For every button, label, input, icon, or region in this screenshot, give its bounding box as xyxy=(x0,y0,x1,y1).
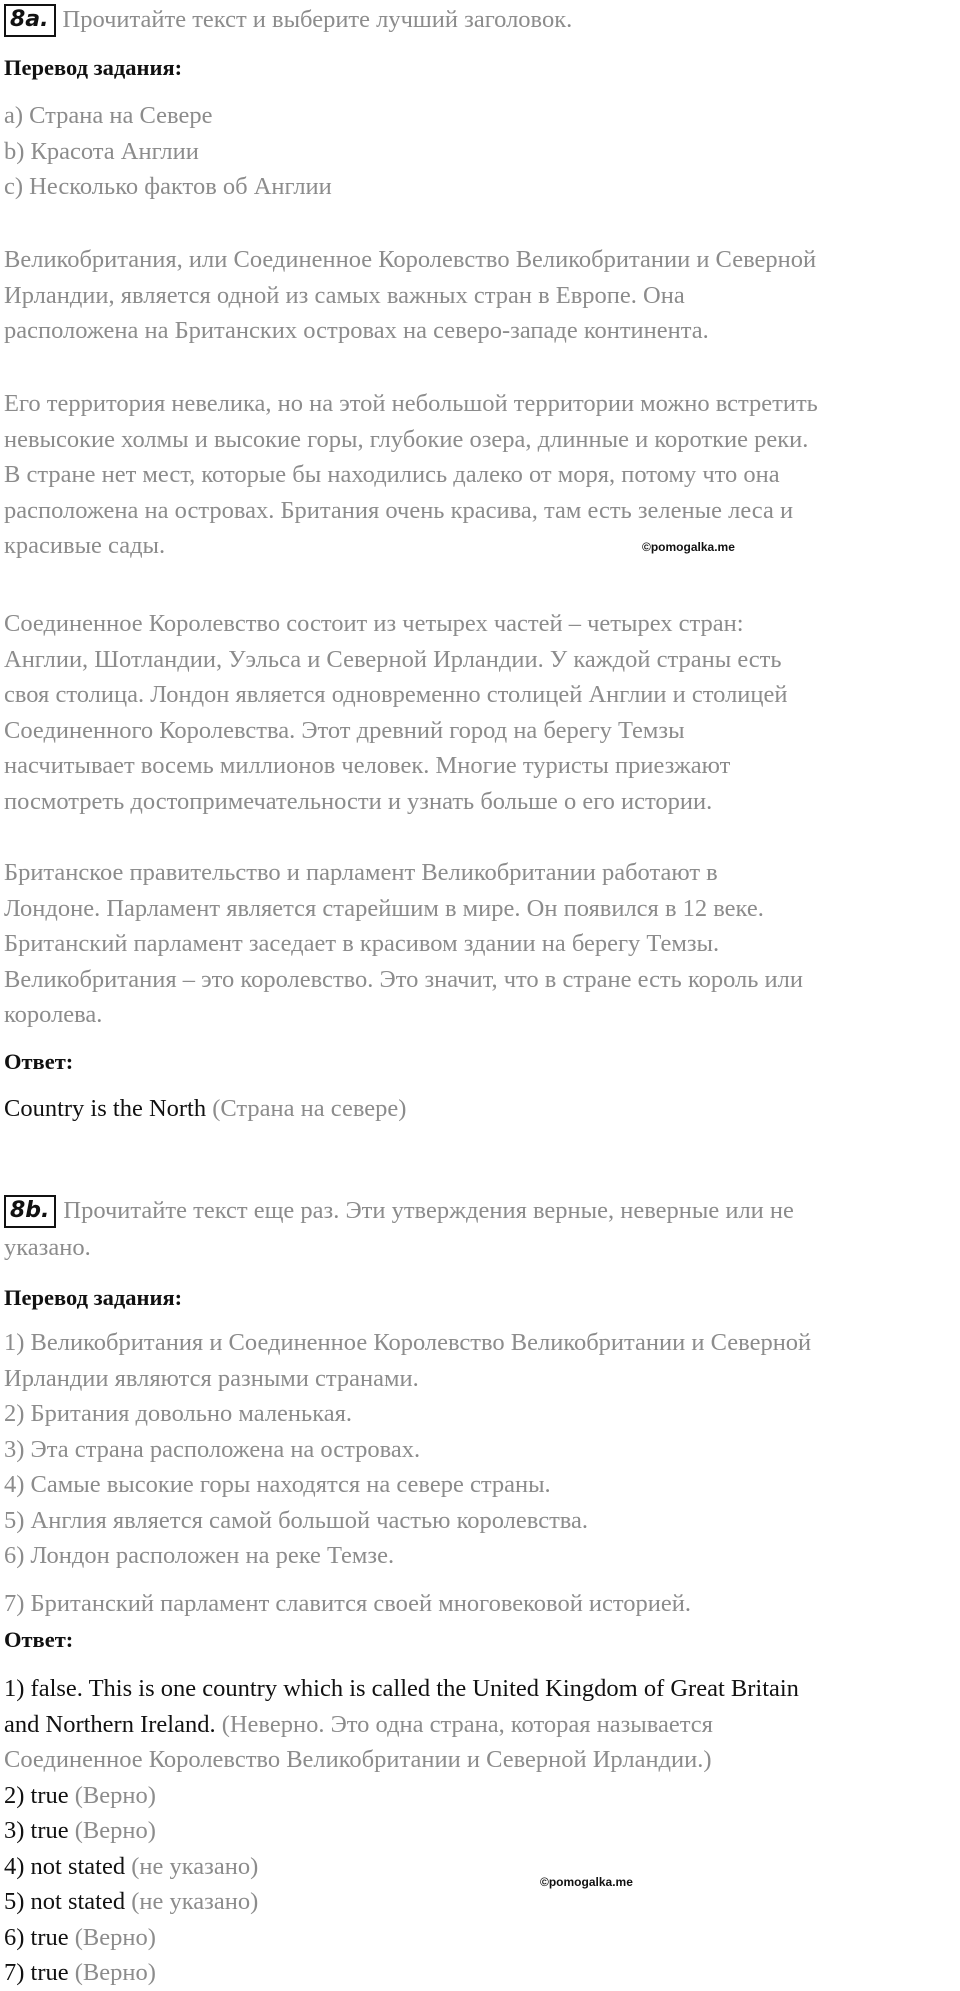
answer-item xyxy=(4,1813,799,1849)
statements-list xyxy=(4,1325,811,1574)
text-line: Британское правительство и парламент Великобритании работают в xyxy=(4,859,718,886)
exercise-instruction: Прочитайте текст и выберите лучший заголовок. xyxy=(62,6,573,33)
text-line: Соединенное Королевство состоит из четырех частей – четырех стран: xyxy=(4,610,744,637)
statement-item: 2) Британия довольно маленькая. xyxy=(4,1400,353,1427)
answer-en: 2) true xyxy=(4,1781,69,1809)
exercise-badge-8a: 8a. xyxy=(4,4,56,37)
text-line: Британский парламент заседает в красивом здании на берегу Темзы. xyxy=(4,930,720,957)
text-line: расположена на островах. Британия очень красива, там есть зеленые леса и xyxy=(4,496,794,524)
text-line: Великобритания, или Соединенное Королевство Великобритании и Северной xyxy=(4,246,817,273)
answer-ru: (Верно) xyxy=(74,1923,156,1951)
exercise-instruction-cont: указано. xyxy=(4,1234,91,1261)
text-line: В стране нет мест, которые бы находились далеко от моря, потому что она xyxy=(4,461,780,488)
answer-item xyxy=(4,1707,799,1743)
answer-ru: (не указано) xyxy=(131,1852,259,1880)
answer-ru: (Верно) xyxy=(74,1817,156,1844)
text-line: королева. xyxy=(4,1001,103,1028)
answer-text: Country is the North xyxy=(4,1095,207,1122)
option-item: a) Страна на Севере xyxy=(4,102,213,129)
statement-item: 7) Британский парламент славится своей многовековой историей. xyxy=(4,1590,692,1617)
text-line: Его территория невелика, но на этой небольшой территории можно встретить xyxy=(4,390,818,417)
paragraph-2 xyxy=(4,386,818,564)
text-line: насчитывает восемь миллионов человек. Многие туристы приезжают xyxy=(4,752,731,779)
text-line: Ирландии, является одной из самых важных стран в Европе. Она xyxy=(4,281,685,309)
answer-en: 4) not stated xyxy=(4,1852,126,1880)
answer-translation: (Страна на севере) xyxy=(212,1095,407,1122)
exercise-8b-heading xyxy=(4,1193,794,1229)
option-item: c) Несколько фактов об Англии xyxy=(4,173,332,200)
text-line: посмотреть достопримечательности и узнать больше о его истории. xyxy=(4,787,713,815)
answer-ru: (Верно) xyxy=(74,1781,156,1809)
answer-item xyxy=(4,1920,799,1956)
text-line: Великобритания – это королевство. Это значит, что в стране есть король или xyxy=(4,965,804,993)
answer-ru: (Неверно. Это одна страна, которая называется xyxy=(221,1710,713,1738)
paragraph-1 xyxy=(4,242,816,349)
option-item: b) Красота Англии xyxy=(4,137,199,165)
translation-label: Перевод задания: xyxy=(4,55,183,80)
text-line: своя столица. Лондон является одновременно столицей Англии и столицей xyxy=(4,681,788,708)
answer-en: 6) true xyxy=(4,1923,69,1951)
answer-en: 3) true xyxy=(4,1817,69,1844)
answer-label: Ответ: xyxy=(4,1627,74,1652)
answer-label: Ответ: xyxy=(4,1049,74,1074)
answer-line xyxy=(4,1091,406,1127)
answer-ru: (не указано) xyxy=(131,1888,259,1915)
answer-item xyxy=(4,1778,799,1814)
answer-en: and Northern Ireland. xyxy=(4,1710,216,1738)
statement-item: Ирландии являются разными странами. xyxy=(4,1364,419,1392)
watermark: ©pomogalka.me xyxy=(540,1875,633,1889)
text-line: красивые сады. xyxy=(4,532,166,559)
answer-item xyxy=(4,1955,799,1991)
answer-item xyxy=(4,1742,799,1778)
answers-list xyxy=(4,1671,799,1991)
watermark: ©pomogalka.me xyxy=(642,540,735,554)
statement-item: 3) Эта страна расположена на островах. xyxy=(4,1435,421,1463)
translation-label: Перевод задания: xyxy=(4,1285,183,1310)
statement-item: 1) Великобритания и Соединенное Королевство Великобритании и Северной xyxy=(4,1329,812,1356)
statement-item: 6) Лондон расположен на реке Темзе. xyxy=(4,1542,395,1569)
text-line: расположена на Британских островах на северо-западе континента. xyxy=(4,317,709,344)
statement-item: 4) Самые высокие горы находятся на севере страны. xyxy=(4,1471,551,1498)
answer-ru: (Верно) xyxy=(74,1959,156,1986)
text-line: Соединенного Королевства. Этот древний город на берегу Темзы xyxy=(4,716,685,744)
text-line: Англии, Шотландии, Уэльса и Северной Ирландии. У каждой страны есть xyxy=(4,645,782,673)
text-line: Лондоне. Парламент является старейшим в мире. Он появился в 12 веке. xyxy=(4,894,764,922)
answer-item xyxy=(4,1849,799,1885)
statement-item: 5) Англия является самой большой частью королевства. xyxy=(4,1506,589,1534)
answer-item xyxy=(4,1884,799,1920)
answer-en: 7) true xyxy=(4,1959,69,1986)
paragraph-3 xyxy=(4,606,788,819)
answer-item xyxy=(4,1671,799,1707)
exercise-badge-8b: 8b. xyxy=(4,1195,56,1228)
exercise-8a-heading xyxy=(4,2,572,38)
paragraph-4 xyxy=(4,855,803,1033)
answer-ru: Соединенное Королевство Великобритании и Северной Ирландии.) xyxy=(4,1746,712,1773)
text-line: невысокие холмы и высокие горы, глубокие озера, длинные и короткие реки. xyxy=(4,425,809,453)
exercise-instruction: Прочитайте текст еще раз. Эти утверждения верные, неверные или не xyxy=(63,1197,794,1224)
answer-en: 1) false. This is one country which is called the United Kingdom of Great Britain xyxy=(4,1675,799,1702)
options-list xyxy=(4,98,332,205)
answer-en: 5) not stated xyxy=(4,1888,126,1915)
